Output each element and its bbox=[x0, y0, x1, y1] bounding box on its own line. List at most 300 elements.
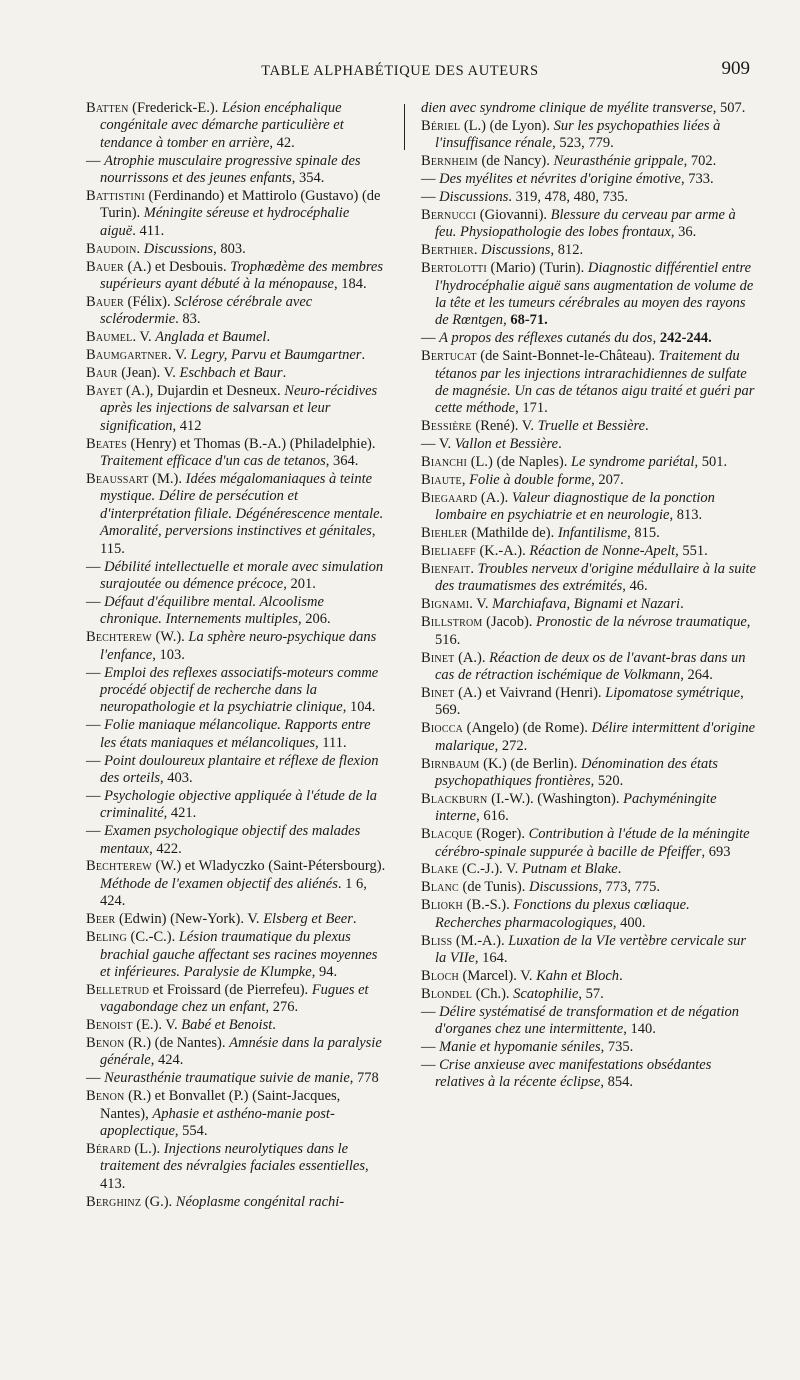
entry-pages: . bbox=[361, 347, 366, 364]
index-entry bbox=[421, 861, 759, 878]
entry-author: Battistini bbox=[86, 188, 145, 205]
entry-title: Sur les psychopathies liées à l'insuffisance rénale bbox=[435, 117, 721, 152]
entry-pages: , 46. bbox=[622, 578, 648, 595]
index-entry bbox=[86, 665, 388, 717]
entry-title: Kahn et Bloch bbox=[536, 967, 620, 984]
entry-details: (L.) (de Lyon). bbox=[460, 117, 554, 134]
entry-title: Blessure du cerveau par arme à feu. Physiopathologie des lobes frontaux bbox=[435, 206, 736, 241]
entry-title: Atrophie musculaire progressive spinale des nourrissons et des jeunes enfants bbox=[100, 152, 361, 187]
entry-details: — bbox=[86, 787, 105, 804]
entry-author: Baudoin bbox=[86, 240, 137, 257]
entry-details: — bbox=[421, 1039, 440, 1056]
index-entry bbox=[421, 986, 759, 1003]
entry-author: Beer bbox=[86, 911, 116, 928]
entry-pages: , 164. bbox=[474, 950, 508, 966]
entry-pages: , 403. bbox=[160, 769, 193, 786]
entry-pages: . 411. bbox=[132, 222, 165, 239]
entry-details: (de Tunis). bbox=[458, 879, 530, 896]
entry-author: Bertucat bbox=[421, 348, 477, 365]
entry-details: (Edwin) (New-York). V. bbox=[115, 911, 264, 928]
entry-pages: , bbox=[503, 312, 511, 329]
index-entry bbox=[421, 189, 759, 206]
entry-title: Neurasthénie traumatique suivie de manie bbox=[104, 1070, 350, 1087]
entry-author: Bienfait bbox=[421, 561, 471, 578]
entry-title: Folie maniaque mélancolique. Rapports entre les états maniaques et mélancoliques bbox=[100, 717, 371, 751]
entry-title: Discussions bbox=[143, 240, 214, 257]
entry-details: et Froissard (de Pierrefeu). bbox=[149, 981, 312, 998]
index-entry bbox=[421, 543, 759, 560]
entry-author: Biocca bbox=[421, 720, 463, 737]
index-entry bbox=[421, 1039, 759, 1056]
entry-details: (Marcel). V. bbox=[458, 967, 537, 984]
entry-details: (Frederick-E.). bbox=[128, 100, 222, 116]
entry-details: — bbox=[86, 558, 105, 575]
entry-details: (K.) (de Berlin). bbox=[479, 755, 581, 772]
entry-pages: , 507. bbox=[712, 100, 746, 116]
entry-pages: , 733. bbox=[681, 171, 714, 188]
entry-author: Biaute bbox=[421, 472, 462, 489]
entry-author: Benoist bbox=[86, 1017, 133, 1034]
entry-pages: , 424. bbox=[150, 1052, 184, 1069]
index-entry bbox=[421, 1004, 759, 1039]
entry-title: Manie et hypomanie séniles bbox=[439, 1039, 601, 1056]
entry-details: (W.). bbox=[151, 629, 189, 646]
entry-details: (A.) et Desbouis. bbox=[123, 258, 231, 275]
entry-pages: , 264. bbox=[680, 667, 713, 683]
entry-details: (W.) et Wladyczko (Saint-Pétersbourg). bbox=[151, 858, 386, 875]
entry-details: (R.) et Bonvallet (P.) (Saint-Jacques, Nantes), bbox=[100, 1088, 341, 1122]
entry-author: Binet bbox=[421, 684, 455, 701]
entry-details: — bbox=[86, 717, 105, 734]
entry-details: (M.). bbox=[148, 471, 186, 488]
entry-author: Baur bbox=[86, 365, 118, 382]
index-entry bbox=[86, 436, 388, 471]
index-entry bbox=[86, 911, 388, 928]
index-entry bbox=[86, 241, 388, 258]
entry-details: (A.) et Vaivrand (Henri). bbox=[454, 684, 606, 701]
entry-title: Méthode de l'examen objectif des aliénés bbox=[100, 875, 338, 892]
entry-pages: , 854. bbox=[600, 1074, 633, 1091]
entry-title: A propos des réflexes cutanés du dos bbox=[439, 330, 653, 347]
entry-pages: . bbox=[266, 329, 271, 346]
entry-details: (de Nancy). bbox=[477, 153, 554, 170]
entry-title: Délire systématisé de transformation et de négation d'organes chez une intermittente bbox=[435, 1003, 740, 1038]
entry-pages: , 812. bbox=[550, 242, 584, 259]
index-entry bbox=[86, 594, 388, 629]
index-entry bbox=[86, 294, 388, 329]
entry-pages: . bbox=[680, 596, 684, 613]
entry-details: , bbox=[461, 472, 470, 489]
entry-details: (Henry) et Thomas (B.-A.) (Philadelphie). bbox=[126, 435, 376, 452]
entry-author: Bauer bbox=[86, 293, 124, 310]
entry-title: Délire intermittent d'origine malarique bbox=[435, 720, 756, 754]
entry-details: — bbox=[421, 1056, 440, 1073]
entry-pages: , 201. bbox=[283, 575, 316, 592]
index-entry bbox=[86, 1194, 388, 1211]
index-entry bbox=[421, 650, 759, 685]
entry-pages: , 103. bbox=[152, 646, 185, 663]
entry-details: (Jacob). bbox=[482, 614, 537, 631]
entry-details: — bbox=[421, 330, 440, 347]
entry-title: Discussions bbox=[439, 189, 509, 206]
entry-title: Pronostic de la névrose traumatique bbox=[536, 614, 747, 631]
entry-details: — bbox=[86, 593, 105, 610]
entry-author: Bernucci bbox=[421, 206, 477, 223]
index-entry bbox=[86, 347, 388, 364]
entry-author: Biehler bbox=[421, 525, 468, 542]
entry-details: (de Saint-Bonnet-le-Château). bbox=[476, 348, 659, 365]
index-entry bbox=[421, 561, 759, 596]
index-entry bbox=[86, 100, 388, 152]
entry-title: Fonctions du plexus cœliaque. Recherches pharmacologiques bbox=[435, 897, 690, 931]
entry-title: Amnésie dans la paralysie générale bbox=[100, 1035, 382, 1069]
entry-title: Le syndrome pariétal bbox=[570, 454, 695, 471]
entry-pages: , 413. bbox=[100, 1158, 369, 1192]
entry-pages: , 813. bbox=[669, 507, 703, 524]
entry-pages: , 206. bbox=[298, 611, 331, 628]
index-entry bbox=[421, 330, 759, 347]
entry-details: (C.-J.). V. bbox=[458, 861, 522, 878]
entry-author: Binet bbox=[421, 649, 455, 666]
left-column bbox=[86, 100, 388, 1212]
index-entry bbox=[421, 1057, 759, 1092]
entry-details: (L.) (de Naples). bbox=[467, 454, 571, 471]
entry-details: (Ch.). bbox=[472, 985, 514, 1002]
entry-author: Bernheim bbox=[421, 153, 478, 170]
entry-details: — bbox=[86, 823, 105, 840]
entry-title: Vallon et Bessière bbox=[454, 436, 559, 453]
entry-title: Lésion traumatique du plexus brachial gauche affectant ses racines moyennes et inférieures. Paralysie de Klumpke bbox=[100, 929, 378, 980]
entry-pages-bold: 68-71. bbox=[510, 312, 548, 329]
entry-pages: . bbox=[558, 436, 562, 453]
entry-pages-bold: 242-244. bbox=[659, 330, 712, 347]
entry-title: Dénomination des états psychopathiques frontières bbox=[435, 755, 718, 789]
index-entry bbox=[86, 858, 388, 910]
entry-title: Trophœdème des membres supérieurs ayant débuté à la ménopause bbox=[100, 258, 384, 293]
entry-pages: , 778 bbox=[349, 1070, 379, 1087]
entry-title: Fugues et vagabondage chez un enfant bbox=[100, 981, 369, 1016]
entry-details: (Mathilde de). bbox=[467, 525, 558, 542]
entry-title: La sphère neuro-psychique dans l'enfance bbox=[100, 629, 377, 663]
entry-title: Des myélites et névrites d'origine émotive bbox=[439, 171, 681, 188]
entry-details: — bbox=[86, 1070, 105, 1087]
entry-details: (Ferdinando) et Mattirolo (Gustavo) (de Turin). bbox=[100, 188, 381, 222]
entry-author: Beaussart bbox=[86, 471, 149, 488]
index-entry bbox=[86, 1035, 388, 1070]
index-entry bbox=[421, 454, 759, 471]
index-entry bbox=[421, 756, 759, 791]
entry-author: Bignami bbox=[421, 596, 470, 613]
entry-pages: , 501. bbox=[694, 454, 728, 471]
entry-author: Bechterew bbox=[86, 629, 152, 646]
entry-title: Emploi des reflexes associatifs-moteurs comme procédé objectif de recherche dans la neuropathologie et la psychiatrie clinique bbox=[100, 664, 379, 716]
entry-author: Bessière bbox=[421, 418, 472, 435]
entry-details: . V. bbox=[167, 347, 191, 364]
entry-author: Bloch bbox=[421, 967, 459, 984]
entry-pages: , 422. bbox=[149, 840, 182, 857]
entry-details: (René). V. bbox=[471, 418, 538, 435]
entry-title: Idées mégalomaniaques à teinte mystique. Délire de persécution et d'interprétation filiale. Dégénérescence mentale. Amoralité, perversions instinctives et génitales bbox=[100, 471, 384, 540]
index-entry bbox=[86, 982, 388, 1017]
index-entry bbox=[421, 418, 759, 435]
entry-author: Billstrom bbox=[421, 614, 483, 631]
entry-details: (Roger). bbox=[472, 826, 529, 843]
index-entry bbox=[421, 614, 759, 649]
entry-pages: . 83. bbox=[175, 311, 201, 328]
entry-pages: , 551. bbox=[675, 543, 708, 560]
entry-details: (G.). bbox=[141, 1193, 176, 1210]
entry-title: Examen psychologique objectif des malades mentaux bbox=[100, 823, 361, 857]
entry-details: (Angelo) (de Rome). bbox=[463, 720, 592, 737]
entry-pages: , 693 bbox=[701, 843, 731, 860]
entry-title: dien avec syndrome clinique de myélite transverse bbox=[421, 100, 713, 116]
entry-pages: . bbox=[645, 418, 649, 435]
index-entry bbox=[86, 788, 388, 823]
index-entry bbox=[86, 259, 388, 294]
index-entry bbox=[421, 525, 759, 542]
entry-pages: , 523, 779. bbox=[552, 135, 614, 152]
entry-title: Folie à double forme bbox=[469, 472, 592, 489]
entry-details: — V. bbox=[421, 436, 455, 453]
entry-pages: , 104. bbox=[342, 699, 376, 716]
entry-title: Babé et Benoist bbox=[181, 1017, 273, 1034]
index-entry bbox=[421, 791, 759, 826]
entry-details: (E.). V. bbox=[132, 1017, 182, 1034]
index-entry bbox=[421, 720, 759, 755]
entry-title: Réaction de deux os de l'avant-bras dans un cas de rétraction ischémique de Volkmann bbox=[435, 649, 746, 683]
index-entry bbox=[421, 100, 759, 117]
entry-title: Truelle et Bessière bbox=[537, 418, 646, 435]
entry-author: Benon bbox=[86, 1035, 125, 1052]
entry-details: (Mario) (Turin). bbox=[486, 260, 588, 277]
entry-pages: , 364. bbox=[325, 453, 359, 470]
entry-details: (B.-S.). bbox=[462, 897, 514, 914]
right-column bbox=[421, 100, 759, 1092]
entry-pages: , 412 bbox=[172, 417, 202, 434]
entry-title: Neuro-récidives après les injections de salvarsan et leur signification bbox=[100, 383, 378, 434]
entry-author: Bériel bbox=[421, 117, 461, 134]
entry-author: Baumel bbox=[86, 329, 133, 346]
entry-title: Réaction de Nonne-Apelt bbox=[529, 543, 676, 560]
entry-title: Anglada et Baumel bbox=[155, 329, 267, 346]
entry-author: Bianchi bbox=[421, 454, 468, 471]
index-entry bbox=[421, 968, 759, 985]
entry-title: Scatophilie bbox=[513, 985, 579, 1002]
index-entry bbox=[421, 826, 759, 861]
entry-title: Méningite séreuse et hydrocéphalie aiguë bbox=[100, 205, 350, 239]
entry-pages: , 354. bbox=[291, 170, 325, 187]
entry-pages: , 276. bbox=[265, 999, 299, 1016]
entry-pages: , 171. bbox=[515, 400, 548, 417]
index-entry bbox=[86, 629, 388, 664]
entry-title: Lésion encéphalique congénitale avec démarche particulière et tendance à tomber en arrière bbox=[100, 100, 344, 151]
entry-title: Elsberg et Beer bbox=[263, 911, 353, 928]
index-entry bbox=[421, 490, 759, 525]
index-entry bbox=[86, 1141, 388, 1193]
entry-pages: , 520. bbox=[590, 772, 624, 789]
index-entry bbox=[421, 472, 759, 489]
entry-pages: . bbox=[352, 911, 357, 928]
column-divider bbox=[404, 104, 405, 150]
entry-details: . bbox=[473, 242, 482, 259]
entry-pages: , 815. bbox=[627, 525, 660, 542]
entry-author: Blackburn bbox=[421, 790, 488, 807]
entry-title: Eschbach et Baur bbox=[179, 365, 283, 382]
entry-author: Blacque bbox=[421, 826, 473, 843]
entry-pages: , 735. bbox=[600, 1039, 634, 1056]
running-header-title: TABLE ALPHABÉTIQUE DES AUTEURS bbox=[261, 63, 539, 79]
entry-details: — bbox=[86, 664, 105, 681]
index-entry bbox=[421, 171, 759, 188]
entry-author: Batten bbox=[86, 100, 129, 116]
entry-pages: , 400. bbox=[612, 914, 646, 931]
entry-author: Bliokh bbox=[421, 897, 463, 914]
entry-pages: , 803. bbox=[213, 240, 246, 257]
index-entry bbox=[86, 329, 388, 346]
entry-pages: , bbox=[652, 330, 660, 347]
entry-details: — bbox=[421, 189, 440, 206]
index-entry bbox=[86, 383, 388, 435]
entry-author: Bayet bbox=[86, 383, 123, 399]
entry-author: Berghinz bbox=[86, 1193, 142, 1210]
entry-title: Point douloureux plantaire et réflexe de flexion des orteils bbox=[100, 752, 379, 786]
entry-pages: , 616. bbox=[476, 808, 509, 825]
index-entry bbox=[421, 260, 759, 330]
entry-pages: , 94. bbox=[311, 963, 338, 980]
entry-title: Neurasthénie grippale bbox=[553, 153, 684, 170]
entry-details: — bbox=[86, 752, 105, 769]
entry-title: Pachyméningite interne bbox=[435, 790, 717, 825]
entry-author: Bérard bbox=[86, 1140, 131, 1157]
entry-pages: , 115. bbox=[100, 523, 376, 557]
entry-pages: . 1 6, 424. bbox=[100, 875, 367, 910]
entry-title: Marchiafava, Bignami et Nazari bbox=[492, 596, 681, 613]
entry-details: (Félix). bbox=[123, 293, 175, 310]
entry-author: Beling bbox=[86, 929, 127, 946]
entry-pages: , 42. bbox=[269, 134, 295, 151]
index-entry bbox=[86, 1070, 388, 1087]
index-entry bbox=[421, 933, 759, 968]
entry-details: (M.-A.). bbox=[452, 932, 509, 949]
entry-pages: , 272. bbox=[494, 737, 528, 754]
entry-title: Putnam et Blake bbox=[521, 861, 618, 878]
entry-author: Bertolotti bbox=[421, 260, 487, 277]
entry-pages: , 569. bbox=[435, 684, 744, 719]
entry-details: . bbox=[470, 561, 478, 578]
entry-pages: , 140. bbox=[623, 1021, 656, 1038]
entry-title: Aphasie et asthéno-manie post-apoplectique bbox=[100, 1105, 335, 1140]
index-entry bbox=[421, 348, 759, 418]
entry-pages: , 702. bbox=[683, 153, 717, 170]
entry-title: Injections neurolytiques dans le traitement des névralgies faciales essentielles bbox=[100, 1140, 365, 1175]
entry-pages: , 421. bbox=[163, 805, 197, 822]
entry-title: Legry, Parvu et Baumgartner bbox=[190, 347, 362, 364]
entry-author: Birnbaum bbox=[421, 755, 480, 772]
index-entry bbox=[86, 1088, 388, 1140]
index-entry bbox=[86, 929, 388, 981]
entry-details: . V. bbox=[132, 329, 156, 346]
entry-details: . bbox=[136, 240, 144, 257]
index-entry bbox=[421, 207, 759, 242]
index-entry bbox=[86, 471, 388, 558]
entry-pages: . bbox=[282, 365, 287, 382]
index-entry bbox=[86, 717, 388, 752]
entry-title: Luxation de la VIe vertèbre cervicale sur la VIIe bbox=[435, 932, 747, 966]
entry-title: Débilité intellectuelle et morale avec simulation surajoutée ou démence précoce bbox=[100, 558, 384, 592]
entry-author: Beates bbox=[86, 435, 127, 452]
entry-pages: , 36. bbox=[670, 224, 697, 241]
entry-pages: , 207. bbox=[591, 472, 624, 489]
entry-pages: . bbox=[617, 861, 622, 878]
entry-title: Défaut d'équilibre mental. Alcoolisme chronique. Internements multiples bbox=[100, 593, 324, 628]
entry-author: Bliss bbox=[421, 932, 453, 949]
entry-details: (C.-C.). bbox=[126, 929, 179, 946]
index-entry bbox=[86, 823, 388, 858]
entry-author: Bauer bbox=[86, 258, 124, 275]
entry-author: Baumgartner bbox=[86, 347, 168, 364]
index-entry bbox=[421, 153, 759, 170]
index-entry bbox=[86, 153, 388, 188]
entry-pages: , 184. bbox=[333, 276, 367, 293]
entry-details: (I.-W.). (Washington). bbox=[487, 790, 624, 807]
entry-author: Biegaard bbox=[421, 489, 478, 506]
entry-pages: , 554. bbox=[174, 1123, 208, 1140]
entry-details: (A.), Dujardin et Desneux. bbox=[122, 383, 285, 399]
index-entry bbox=[86, 1017, 388, 1034]
index-entry bbox=[86, 559, 388, 594]
entry-author: Berthier bbox=[421, 242, 474, 259]
entry-pages: . 319, 478, 480, 735. bbox=[508, 189, 629, 206]
entry-author: Bieliaeff bbox=[421, 543, 476, 560]
entry-title: Valeur diagnostique de la ponction lombaire en psychiatrie et en neurologie bbox=[435, 489, 715, 524]
entry-pages: , 57. bbox=[578, 985, 604, 1002]
entry-author: Blake bbox=[421, 861, 459, 878]
entry-author: Blondel bbox=[421, 985, 473, 1002]
index-entry bbox=[421, 118, 759, 153]
index-entry bbox=[421, 596, 759, 613]
entry-author: Bechterew bbox=[86, 858, 152, 875]
entry-details: (A.). bbox=[454, 649, 490, 666]
entry-title: Sclérose cérébrale avec sclérodermie bbox=[100, 293, 313, 328]
entry-title: Crise anxieuse avec manifestations obsédantes relatives à la récente éclipse bbox=[435, 1056, 712, 1091]
entry-title: Lipomatose symétrique bbox=[605, 684, 741, 701]
index-entry bbox=[86, 753, 388, 788]
entry-title: Infantilisme bbox=[557, 525, 628, 542]
index-entry bbox=[86, 365, 388, 382]
index-entry bbox=[421, 897, 759, 932]
entry-author: Blanc bbox=[421, 879, 459, 896]
entry-pages: . bbox=[619, 967, 623, 984]
entry-details: (L.). bbox=[130, 1140, 164, 1157]
index-entry bbox=[421, 242, 759, 259]
index-entry bbox=[421, 685, 759, 720]
index-entry bbox=[86, 188, 388, 240]
entry-title: Traitement efficace d'un cas de tetanos bbox=[100, 453, 326, 470]
entry-details: (Giovanni). bbox=[476, 206, 551, 223]
entry-details: — bbox=[86, 152, 105, 169]
entry-title: Discussions bbox=[481, 242, 551, 259]
entry-title: Traitement du tétanos par les injections intrarachidiennes de sulfate de magnésie. Un cas de tétanos aigu traité et guéri par cette méthode bbox=[435, 348, 755, 417]
entry-pages: . bbox=[272, 1017, 276, 1034]
entry-details: (R.) (de Nantes). bbox=[124, 1035, 230, 1052]
index-entry bbox=[421, 436, 759, 453]
entry-pages: , 516. bbox=[435, 614, 751, 648]
entry-details: . V. bbox=[469, 596, 493, 613]
entry-title: Néoplasme congénital rachi- bbox=[175, 1193, 345, 1210]
entry-pages: , 111. bbox=[315, 734, 347, 751]
entry-details: — bbox=[421, 1003, 440, 1020]
entry-details: — bbox=[421, 171, 440, 188]
